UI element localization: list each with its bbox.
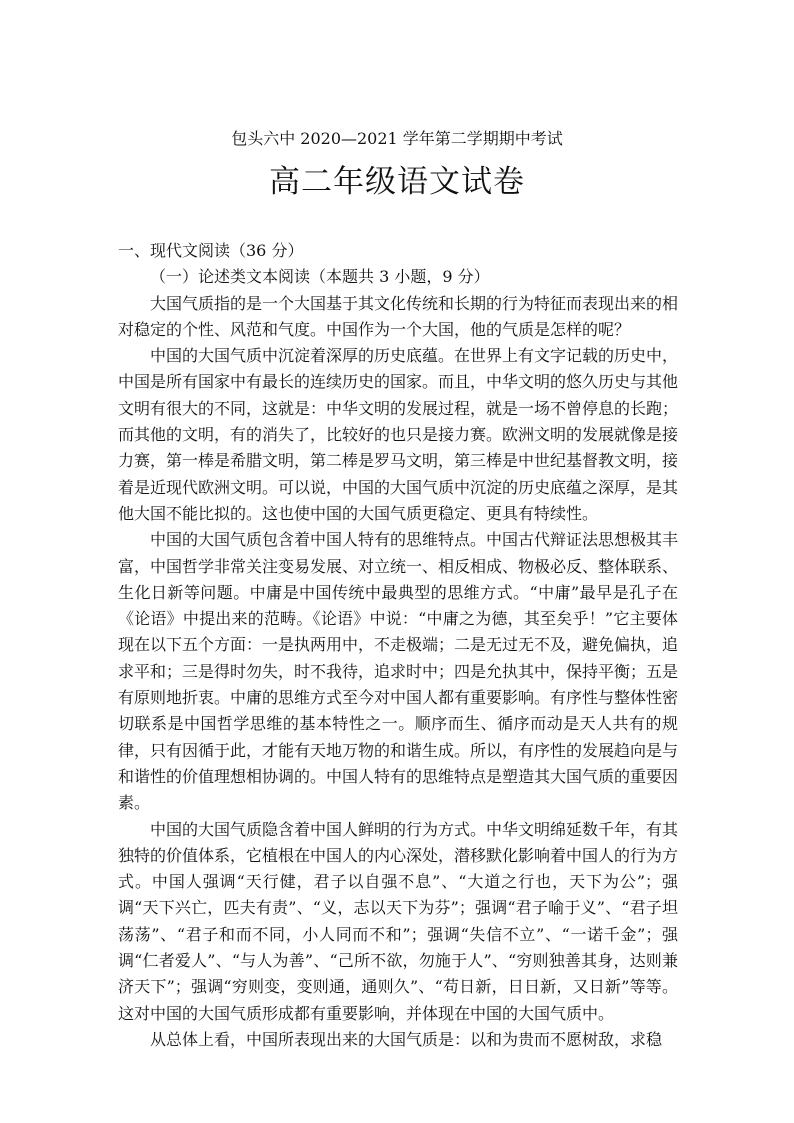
paragraph-5: 从总体上看，中国所表现出来的大国气质是：以和为贵而不愿树敌，求稳 <box>150 1029 663 1049</box>
paragraph-4: 中国的大国气质隐含着中国人鲜明的行为方式。中华文明绵延数千年，有其独特的价值体系，它植根在中国人的内心深处，潜移默化影响着中国人的行为方式。中国人强调“天行健，君子以自强不息”、“大道之行也，天下为公”；强调“天下兴亡，匹夫有责”、“义，志以天下为芬”；强调“君子喻于义”、“君子坦荡荡”、“君子和而不同，小人同而不和”；强调“失信不立”、“一诺千金”；强调“仁者爱人”、“与人为善”、“己所不欲，勿施于人”、“穷则独善其身，达则兼济天下”；强调“穷则变，变则通，通则久”、“苟日新，日日新，又日新”等等。这对中国的大国气质形成都有重要影响，并体现在中国的大国气质中。 <box>118 819 679 1023</box>
paragraph-3: 中国的大国气质包含着中国人特有的思维特点。中国古代辩证法思想极其丰富，中国哲学非常关注变易发展、对立统一、相反相成、物极必反、整体联系、生化日新等问题。中庸是中国传统中最典型的思维方式。“中庸”最早是孔子在《论语》中提出来的范畴。《论语》中说：“中庸之为德，其至矣乎！”它主要体现在以下五个方面：一是执两用中，不走极端；二是无过无不及，避免偏执，追求平和；三是得时勿失，时不我待，追求时中；四是允执其中，保持平衡；五是有原则地折衷。中庸的思维方式至今对中国人都有重要影响。有序性与整体性密切联系是中国哲学思维的基本特性之一。顺序而生、循序而动是天人共有的规律，只有因循于此，才能有天地万物的和谐生成。所以，有序性的发展趋向是与和谐性的价值理想相协调的。中国人特有的思维特点是塑造其大国气质的重要因素。 <box>118 530 679 813</box>
paragraph-1: 大国气质指的是一个大国基于其文化传统和长期的行为特征而表现出来的相对稳定的个性、风范和气度。中国作为一个大国，他的气质是怎样的呢？ <box>118 293 679 339</box>
exam-title: 高二年级语文试卷 <box>269 164 525 200</box>
exam-body <box>118 238 678 1053</box>
section-subheading: （一）论述类文本阅读（本题共 3 小题，9 分） <box>150 267 490 287</box>
section-heading: 一、现代文阅读（36 分） <box>118 241 304 260</box>
exam-subtitle: 包头六中 2020—2021 学年第二学期期中考试 <box>231 129 563 148</box>
paragraph-2: 中国的大国气质中沉淀着深厚的历史底蕴。在世界上有文字记载的历史中，中国是所有国家中有最长的连续历史的国家。而且，中华文明的悠久历史与其他文明有很大的不同，这就是：中华文明的发展过程，就是一场不曾停息的长跑；而其他的文明，有的消失了，比较好的也只是接力赛。欧洲文明的发展就像是接力赛，第一棒是希腊文明，第二棒是罗马文明，第三棒是中世纪基督教文明，接着是近现代欧洲文明。可以说，中国的大国气质中沉淀的历史底蕴之深厚，是其他大国不能比拟的。这也使中国的大国气质更稳定、更具有特续性。 <box>118 346 679 523</box>
